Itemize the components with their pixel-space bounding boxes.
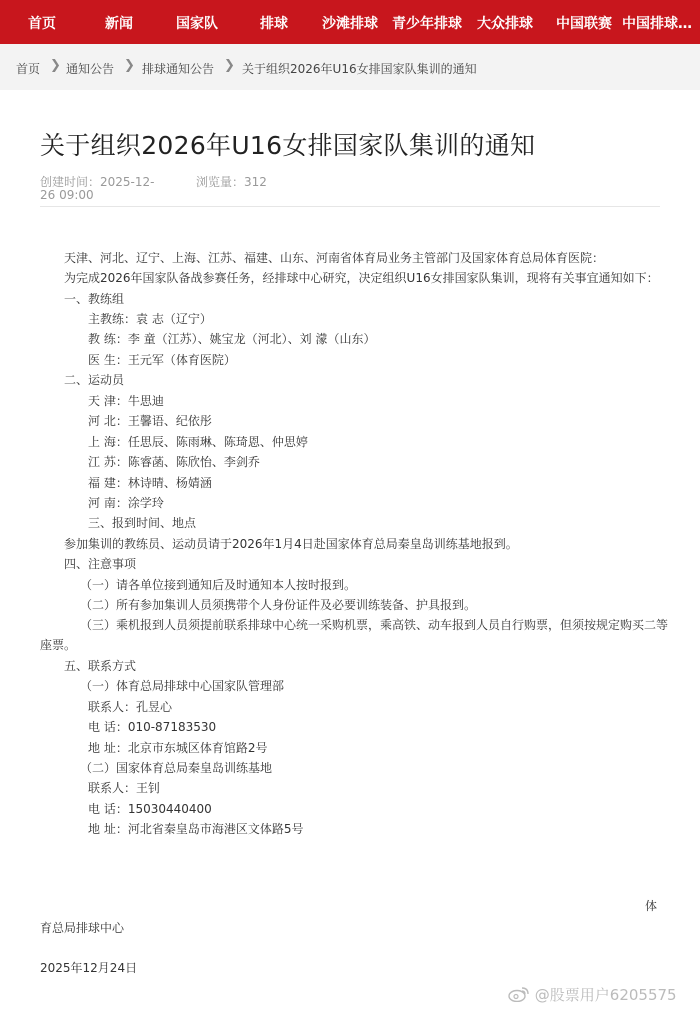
contact-2-org: （二）国家体育总局秦皇岛训练基地 xyxy=(80,761,273,775)
chevron-right-icon: ❯ xyxy=(50,58,61,73)
contact-2-address: 地 址：河北省秦皇岛市海港区文体路5号 xyxy=(88,822,304,836)
note-2: （二）所有参加集训人员须携带个人身份证件及必要训练装备、护具报到。 xyxy=(80,598,477,612)
weibo-icon xyxy=(508,986,530,1002)
watermark-text: @股票用户6205575 xyxy=(534,986,677,1004)
coaches: 教 练：李 童（江苏）、姚宝龙（河北）、刘 濛（山东） xyxy=(88,332,376,346)
breadcrumb-volleyball-notices[interactable]: 排球通知公告 xyxy=(142,62,215,76)
contact-2-person: 联系人：王钊 xyxy=(88,781,161,795)
contact-1-phone: 电 话：010-87183530 xyxy=(88,720,217,734)
breadcrumb-home[interactable]: 首页 xyxy=(16,62,41,76)
chevron-right-icon: ❯ xyxy=(224,58,235,73)
head-coach: 主教练：袁 志（辽宁） xyxy=(88,312,212,326)
section-coaches-heading: 一、教练组 xyxy=(64,292,125,306)
view-count: 浏览量：312 xyxy=(196,175,267,189)
athletes-hebei: 河 北：王馨语、纪依彤 xyxy=(88,414,212,428)
contact-1-org: （一）体育总局排球中心国家队管理部 xyxy=(80,679,285,693)
contact-2-phone: 电 话：15030440400 xyxy=(88,802,212,816)
note-3-continued: 座票。 xyxy=(40,638,77,652)
signature-start: 体 xyxy=(645,899,658,913)
nav-china-volleyball[interactable]: 中国排球… xyxy=(622,16,692,32)
section-contact-heading: 五、联系方式 xyxy=(64,659,137,673)
section-athletes-heading: 二、运动员 xyxy=(64,373,125,387)
created-time: 创建时间：2025-12-26 09:00 xyxy=(40,175,155,202)
note-1: （一）请各单位接到通知后及时通知本人按时报到。 xyxy=(80,578,357,592)
doctor: 医 生：王元军（体育医院） xyxy=(88,353,236,367)
athletes-henan: 河 南：涂学玲 xyxy=(88,496,164,510)
top-nav xyxy=(0,0,700,44)
nav-youth-volleyball[interactable]: 青少年排球 xyxy=(392,16,462,32)
chevron-right-icon: ❯ xyxy=(124,58,135,73)
athletes-jiangsu: 江 苏：陈睿菡、陈欣怡、李剑乔 xyxy=(88,455,260,469)
nav-china-league[interactable]: 中国联赛 xyxy=(556,16,612,32)
athletes-fujian: 福 建：林诗晴、杨婧涵 xyxy=(88,476,212,490)
contact-1-address: 地 址：北京市东城区体育馆路2号 xyxy=(88,741,268,755)
nav-volleyball[interactable]: 排球 xyxy=(260,16,288,32)
note-3: （三）乘机报到人员须提前联系排球中心统一采购机票，乘高铁、动车报到人员自行购票，但须按规定购买二等 xyxy=(80,618,669,632)
breadcrumb-current: 关于组织2026年U16女排国家队集训的通知 xyxy=(242,62,477,76)
athletes-tianjin: 天 津：牛思迪 xyxy=(88,394,164,408)
page-title: 关于组织2026年U16女排国家队集训的通知 xyxy=(40,131,536,160)
section-report-heading: 三、报到时间、地点 xyxy=(88,516,197,530)
intro-recipients: 天津、河北、辽宁、上海、江苏、福建、山东、河南省体育局业务主管部门及国家体育总局体育医院： xyxy=(64,251,605,265)
section-notes-heading: 四、注意事项 xyxy=(64,557,137,571)
weibo-watermark xyxy=(508,984,677,1005)
intro-purpose: 为完成2026年国家队备战参赛任务，经排球中心研究，决定组织U16女排国家队集训，现将有关事宜通知如下： xyxy=(64,271,659,285)
breadcrumb-notices[interactable]: 通知公告 xyxy=(66,62,115,76)
contact-1-person: 联系人：孔昱心 xyxy=(88,700,173,714)
breadcrumb xyxy=(0,44,700,90)
nav-home[interactable]: 首页 xyxy=(28,16,56,32)
nav-news[interactable]: 新闻 xyxy=(105,16,133,32)
report-info: 参加集训的教练员、运动员请于2026年1月4日赴国家体育总局秦皇岛训练基地报到。 xyxy=(64,537,518,551)
nav-beach-volleyball[interactable]: 沙滩排球 xyxy=(322,16,378,32)
signature-org: 育总局排球中心 xyxy=(40,921,125,935)
divider xyxy=(40,206,660,207)
nav-national-team[interactable]: 国家队 xyxy=(176,16,218,32)
athletes-shanghai: 上 海：任思辰、陈雨琳、陈琦恩、仲思婷 xyxy=(88,435,308,449)
issue-date: 2025年12月24日 xyxy=(40,961,138,975)
nav-mass-volleyball[interactable]: 大众排球 xyxy=(477,16,533,32)
